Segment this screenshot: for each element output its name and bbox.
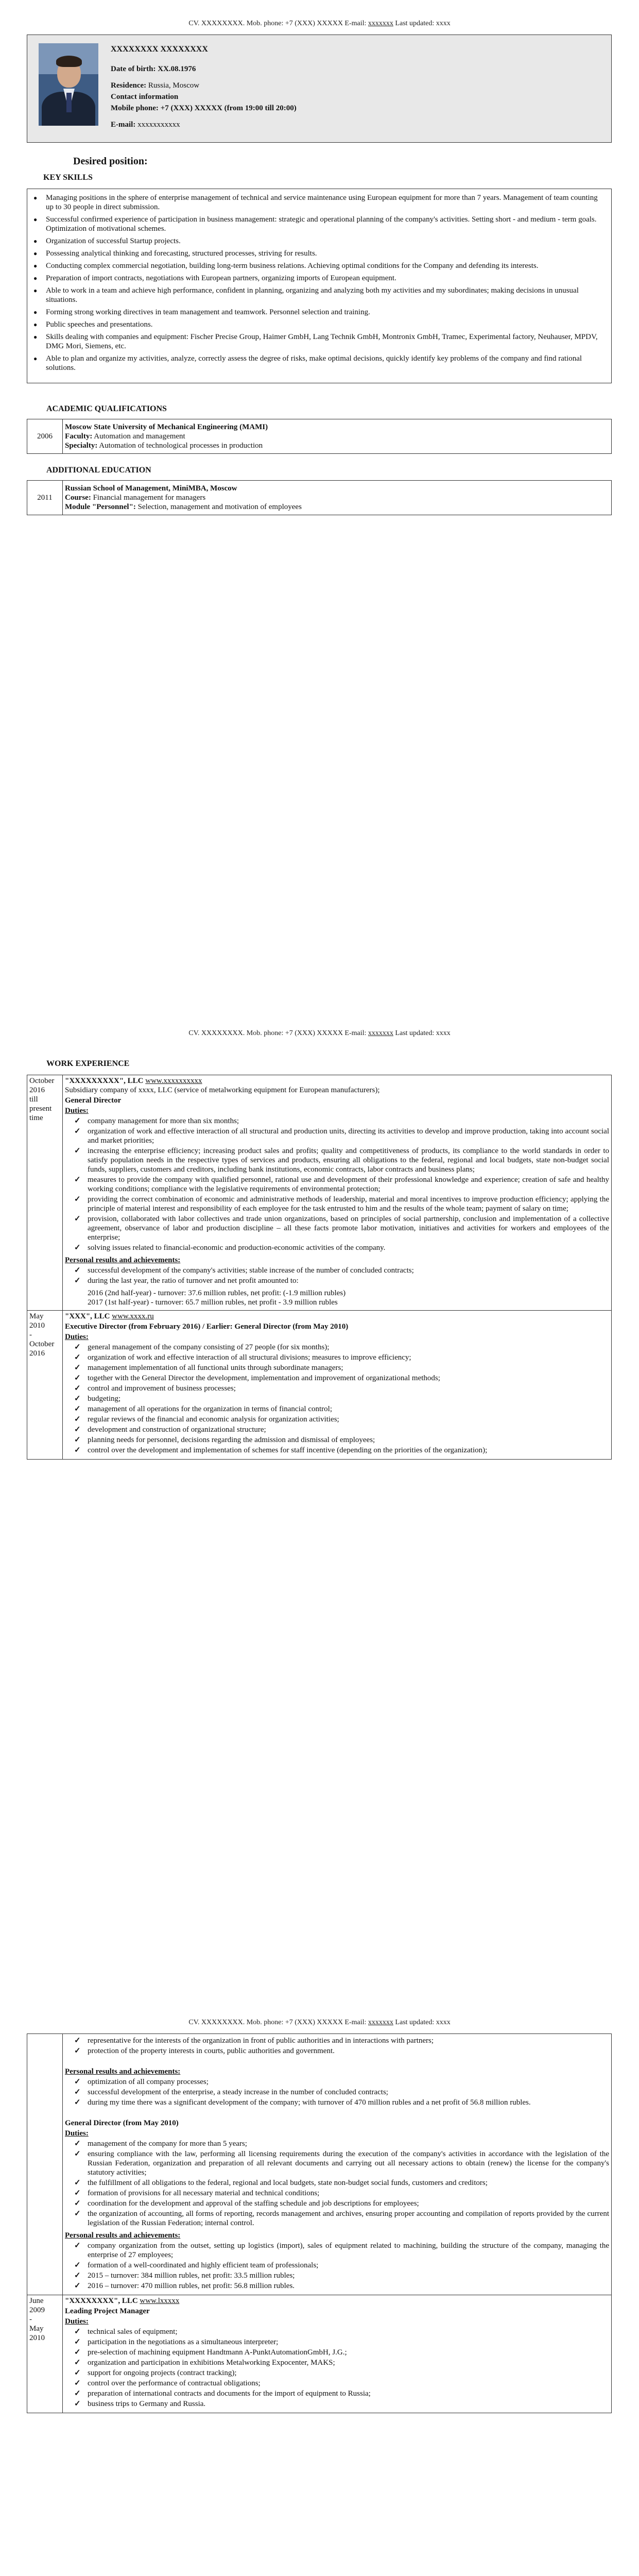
duties-list [65, 1343, 609, 1455]
profile-box [27, 35, 612, 143]
specialty-value: Automation of technological processes in production [99, 442, 263, 450]
duty-item: ✓ organization of work and effective interaction of all structural and production units, directing its activities to develop and improve production, taking into account social and market priorities; [88, 1127, 609, 1145]
result-item: ✓ formation of a well-coordinated and highly efficient team of professionals; [88, 2261, 609, 2270]
mobile-value: +7 (XXX) XXXXX (from 19:00 till 20:00) [160, 104, 297, 112]
duty-item: ✓ support for ongoing projects (contract tracking); [88, 2368, 609, 2378]
skill-item: ● Successful confirmed experience of participation in business management: strategic and operational planning of the company's activities. Setting short - and medium - term goals. Optimization of motivational schemes. [46, 215, 606, 233]
work-experience-table [27, 1075, 612, 1460]
results-label: Personal results and achievements: [65, 2067, 181, 2076]
duties-list [65, 2327, 609, 2409]
result-item: ✓ optimization of all company processes; [88, 2077, 609, 2087]
company-link[interactable]: www.xxxx.ru [112, 1312, 154, 1320]
duty-item: ✓ management of all operations for the organization in terms of financial control; [88, 1404, 609, 1414]
additional-education-school: Russian School of Management, MiniMBA, Moscow [65, 484, 237, 493]
header-updated: Last updated: xxxx [395, 2019, 451, 2026]
skill-item: ● Preparation of import contracts, negotiations with European partners, organizing imports of European equipment. [46, 274, 606, 283]
skill-item: ● Able to work in a team and achieve high performance, confident in planning, organizing and analyzing both my activities and my subordinates; making decisions in unusual situations. [46, 286, 606, 304]
job-details [63, 1310, 612, 1459]
results-label: Personal results and achievements: [65, 1256, 181, 1264]
job-position: Executive Director (from February 2016) / Earlier: General Director (from May 2010) [65, 1322, 349, 1331]
additional-education-heading: ADDITIONAL EDUCATION [46, 466, 151, 475]
results-label: Personal results and achievements: [65, 2231, 181, 2240]
duty-item: ✓ business trips to Germany and Russia. [88, 2399, 609, 2409]
additional-education-table [27, 480, 612, 515]
additional-education-year: 2011 [27, 481, 63, 515]
duty-item: ✓ control over the performance of contractual obligations; [88, 2379, 609, 2388]
dob-value: XX.08.1976 [158, 64, 196, 73]
result-item: ✓ during my time there was a significant development of the company; with turnover of 470 million rubles and a net profit of 56.8 million rubles. [88, 2098, 609, 2107]
duty-item: ✓ management of the company for more than 5 years; [88, 2139, 609, 2148]
academic-year: 2006 [27, 419, 63, 454]
duty-item: ✓ organization of work and effective interaction of all structural divisions; measures to improve efficiency; [88, 1353, 609, 1362]
duty-item: ✓ organization and participation in exhibitions Metalworking Expocenter, MAKS; [88, 2358, 609, 2367]
duty-item: ✓ technical sales of equipment; [88, 2327, 609, 2336]
results-list [65, 1266, 609, 1285]
duty-item: ✓ preparation of international contracts and documents for the import of equipment to Russia; [88, 2389, 609, 2398]
company-name: "XXXXXXXX", LLC [65, 2296, 138, 2305]
header-contact: CV. XXXXXXXX. Mob. phone: +7 (XXX) XXXXX E-mail: [188, 20, 367, 27]
result-item: ✓ successful development of the enterprise, a steady increase in the number of concluded contracts; [88, 2088, 609, 2097]
page-1 [0, 0, 639, 1010]
job-row [27, 1075, 612, 1310]
result-line: 2017 (1st half-year) - turnover: 65.7 million rubles, net profit - 3.9 million rubles [88, 1298, 338, 1307]
faculty-value: Automation and management [94, 432, 185, 441]
duty-item: ✓ general management of the company consisting of 27 people (for six months); [88, 1343, 609, 1352]
duties-list [65, 2139, 609, 2228]
profile-name: XXXXXXXX XXXXXXXX [111, 44, 208, 54]
header-updated: Last updated: xxxx [395, 1029, 451, 1037]
duty-item: ✓ control over the development and implementation of schemes for staff incentive (depending on the priorities of the organization); [88, 1446, 609, 1455]
duty-item: ✓ provision, collaborated with labor collectives and trade union organizations, based on principles of social partnership, conclusion and implementation of a collective agreement, observance of labor and production discipline – all these facts promote labor motivation, initiatives and activities for workers and employees of the enterprise; [88, 1214, 609, 1242]
module-label: Module "Personnel": [65, 503, 136, 512]
skill-item: ● Skills dealing with companies and equipment: Fischer Precise Group, Haimer GmbH, Lang Technik GmbH, Montronix GmbH, Tramec, Experimental factory, Neuhauser, MPDV, DMG Mori, Siemens, etc. [46, 332, 606, 351]
duty-item: ✓ management implementation of all functional units through subordinate managers; [88, 1363, 609, 1372]
skill-item: ● Able to plan and organize my activities, analyze, correctly assess the degree of risks, make optimal decisions, quickly identify key problems of the company and find rational solutions. [46, 354, 606, 372]
email-label: E-mail: [111, 120, 136, 129]
duty-item: ✓ ensuring compliance with the law, performing all licensing requirements during the execution of the company's activities in accordance with the legislation of the Russian Federation, organization and preparation of all relevant documents and carrying out all necessary actions to obtain (renew) the license for the company's statutory activities; [88, 2149, 609, 2177]
skill-item: ● Organization of successful Startup projects. [46, 236, 606, 246]
duty-item: ✓ increasing the enterprise efficiency; increasing product sales and profits; quality and competitiveness of products, its compliance to the world standards in order to satisfy population needs in the respective types of services and products, ensuring all obligations to the federal, regional and local budgets, state non-budget social funds, suppliers, customers and creditors, including bank institutions, economic contracts, labor contracts and business plans; [88, 1146, 609, 1174]
duties-list [65, 2036, 609, 2056]
page-header [0, 0, 639, 28]
header-contact: CV. XXXXXXXX. Mob. phone: +7 (XXX) XXXXX E-mail: [188, 1029, 367, 1037]
academic-table [27, 419, 612, 454]
mobile-label: Mobile phone: [111, 104, 159, 112]
skill-item: ● Conducting complex commercial negotiation, building long-term business relations. Achieving optimal conditions for the Company and defending its interests. [46, 261, 606, 270]
duty-item: ✓ pre-selection of machining equipment Handtmann A-PunktAutomationGmbH, J.G.; [88, 2348, 609, 2357]
header-updated: Last updated: xxxx [395, 20, 451, 27]
duty-item: ✓ the fulfillment of all obligations to the federal, regional and local budgets, state non-budget social funds, customers and creditors; [88, 2178, 609, 2188]
page-2 [0, 1010, 639, 1999]
page-header [0, 1999, 639, 2027]
duty-item: ✓ solving issues related to financial-economic and production-economic activities of the company. [88, 1243, 609, 1252]
duties-label: Duties: [65, 1106, 89, 1115]
duty-item: ✓ together with the General Director the development, implementation and improvement of organizational methods; [88, 1374, 609, 1383]
result-item: ✓ successful development of the company's activities; stable increase of the number of concluded contracts; [88, 1266, 609, 1275]
result-item: ✓ 2016 – turnover: 470 million rubles, net profit: 56.8 million rubles. [88, 2281, 609, 2291]
duty-item: ✓ regular reviews of the financial and economic analysis for organization activities; [88, 1415, 609, 1424]
job-row [27, 2033, 612, 2295]
academic-school: Moscow State University of Mechanical Engineering (MAMI) [65, 423, 268, 432]
profile-photo [39, 43, 98, 126]
duties-label: Duties: [65, 1332, 89, 1341]
company-link[interactable]: www.xxxxxxxxxx [145, 1076, 202, 1085]
duties-list [65, 1116, 609, 1252]
results-list [65, 2241, 609, 2291]
job-position: Leading Project Manager [65, 2307, 150, 2315]
course-value: Financial management for managers [93, 494, 206, 502]
academic-heading: ACADEMIC QUALIFICATIONS [46, 404, 167, 413]
company-link[interactable]: www.lxxxxx [140, 2296, 180, 2305]
residence-value: Russia, Moscow [148, 81, 200, 90]
duties-label: Duties: [65, 2129, 89, 2138]
duty-item: ✓ measures to provide the company with qualified personnel, rational use and development of their professional knowledge and experience; creation of safe and healthy working conditions; compliance with the legislative requirements of environmental protection; [88, 1175, 609, 1194]
email-value[interactable]: xxxxxxxxxxx [137, 120, 180, 129]
duty-item: ✓ control and improvement of business processes; [88, 1384, 609, 1393]
job-position: General Director [65, 1096, 122, 1105]
duties-label: Duties: [65, 2317, 89, 2326]
header-email-link[interactable]: xxxxxxx [368, 2019, 393, 2026]
duty-item: ✓ protection of the property interests in courts, public authorities and government. [88, 2046, 609, 2056]
dob-label: Date of birth: [111, 64, 156, 73]
duty-item: ✓ company management for more than six months; [88, 1116, 609, 1126]
result-item: ✓ company organization from the outset, setting up logistics (import), sales of equipment related to machining, building the structure of the company, managing the enterprise of 27 employees; [88, 2241, 609, 2260]
skill-item: ● Possessing analytical thinking and forecasting, structured processes, striving for results. [46, 249, 606, 258]
duty-item: ✓ the organization of accounting, all forms of reporting, records management and archives, ensuring proper accounting and compilation of reports provided by the current legislation of the Russian Federation; internal control. [88, 2209, 609, 2228]
company-name: "XXXXXXXXX", LLC [65, 1076, 144, 1085]
job-period: October 2016 till present time [27, 1075, 63, 1310]
specialty-label: Specialty: [65, 442, 98, 450]
job-period: June 2009 - May 2010 [27, 2295, 63, 2413]
faculty-label: Faculty: [65, 432, 93, 441]
header-contact: CV. XXXXXXXX. Mob. phone: +7 (XXX) XXXXX E-mail: [188, 2019, 367, 2026]
key-skills-box [27, 189, 612, 383]
job-row [27, 1310, 612, 1459]
duty-item: ✓ planning needs for personnel, decisions regarding the admission and dismissal of employees; [88, 1435, 609, 1445]
company-name: "XXX", LLC [65, 1312, 110, 1320]
company-description: Subsidiary company of xxxx, LLC (service of metalworking equipment for European manufacturers); [65, 1086, 380, 1094]
result-item: ✓ 2015 – turnover: 384 million rubles, net profit: 33.5 million rubles; [88, 2271, 609, 2280]
module-value: Selection, management and motivation of employees [137, 503, 302, 512]
key-skills-heading: KEY SKILLS [43, 173, 93, 182]
skill-item: ● Managing positions in the sphere of enterprise management of technical and service maintenance using European equipment for more than 7 years. Management of team counting up to 30 people in direct submission. [46, 193, 606, 212]
results-list [65, 2077, 609, 2107]
result-item: ✓ during the last year, the ratio of turnover and net profit amounted to: [88, 1276, 609, 1285]
job-details [63, 2295, 612, 2413]
skill-item: ● Public speeches and presentations. [46, 320, 606, 329]
job-row [27, 2295, 612, 2413]
page-3 [0, 1999, 639, 2576]
job-details [63, 2033, 612, 2295]
result-line: 2016 (2nd half-year) - turnover: 37.6 million rubles, net profit: (-1.9 million rubles) [88, 1289, 346, 1297]
skill-item: ● Forming strong working directives in team management and teamwork. Personnel selection and training. [46, 308, 606, 317]
duty-item: ✓ providing the correct combination of economic and administrative methods of leadership, material and moral incentives to improve production efficiency; applying the principle of material interest and responsibility of each employee for the task entrusted to him and the results of the whole team; payment of salary on time; [88, 1195, 609, 1213]
duty-item: ✓ participation in the negotiations as a simultaneous interpreter; [88, 2337, 609, 2347]
contact-label: Contact information [111, 92, 179, 101]
duty-item: ✓ representative for the interests of the organization in front of public authorities and in interactions with partners; [88, 2036, 609, 2045]
header-email-link[interactable]: xxxxxxx [368, 20, 393, 27]
job-period: May 2010 - October 2016 [27, 1310, 63, 1459]
page-header [0, 1010, 639, 1038]
job-details [63, 1075, 612, 1310]
course-label: Course: [65, 494, 91, 502]
work-experience-table-continued [27, 2033, 612, 2413]
duty-item: ✓ coordination for the development and approval of the staffing schedule and job descriptions for employees; [88, 2199, 609, 2208]
duty-item: ✓ development and construction of organizational structure; [88, 1425, 609, 1434]
profile-info [111, 43, 297, 132]
duty-item: ✓ formation of provisions for all necessary material and technical conditions; [88, 2189, 609, 2198]
desired-position-heading: Desired position: [73, 155, 148, 167]
work-experience-heading: WORK EXPERIENCE [46, 1059, 130, 1068]
header-email-link[interactable]: xxxxxxx [368, 1029, 393, 1037]
job-position: General Director (from May 2010) [65, 2119, 179, 2127]
residence-label: Residence: [111, 81, 147, 90]
duty-item: ✓ budgeting; [88, 1394, 609, 1403]
